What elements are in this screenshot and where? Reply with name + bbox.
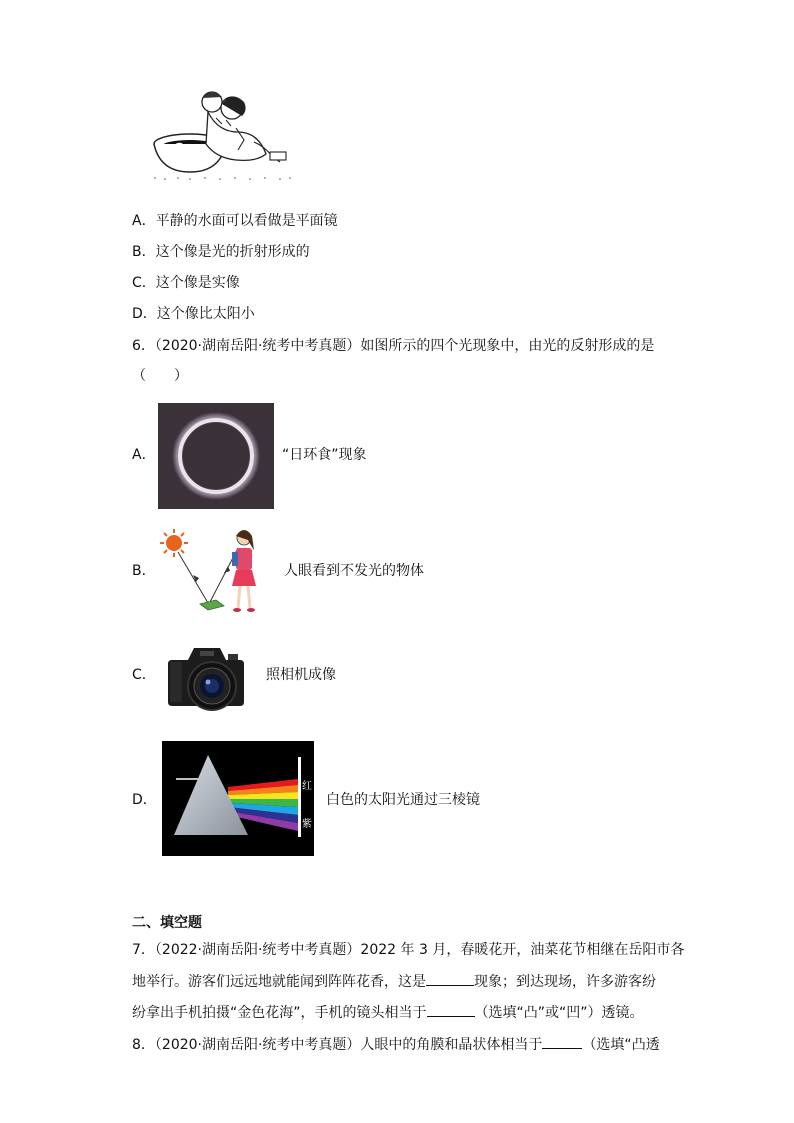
q6-stem-line1: 6．（2020·湖南岳阳·统考中考真题）如图所示的四个光现象中，由光的反射形成的是 xyxy=(132,338,655,354)
option-letter: A． xyxy=(132,213,156,229)
q5-option-d xyxy=(132,304,255,324)
q6-option-b-caption: 人眼看到不发光的物体 xyxy=(284,563,424,579)
prism-dispersion-image xyxy=(162,741,314,856)
annular-eclipse-image xyxy=(158,403,274,509)
q6-option-a-letter: A． xyxy=(132,447,156,463)
option-letter: D． xyxy=(132,306,157,322)
q6-option-b-letter: B． xyxy=(132,563,156,579)
sun-icon xyxy=(160,529,188,557)
children-basin-illustration xyxy=(150,88,295,183)
q6-option-a-caption: “日环食”现象 xyxy=(282,447,367,463)
q7-line2 xyxy=(132,971,656,992)
q7-blank-2[interactable] xyxy=(427,1002,475,1017)
section-title: 二、填空题 xyxy=(132,915,202,931)
q7-line3-b: （选填“凸”或“凹”）透镜。 xyxy=(474,1005,644,1021)
q6-stem-line2: （ ） xyxy=(132,368,188,384)
q6-option-c-caption: 照相机成像 xyxy=(266,667,336,683)
q7-line2-b: 现象；到达现场，许多游客纷 xyxy=(474,974,656,990)
q8-line1-b: （选填“凸透 xyxy=(582,1037,660,1053)
prism-label-red: 红 xyxy=(302,781,312,792)
option-letter: B． xyxy=(132,244,156,260)
q5-option-c xyxy=(132,273,240,293)
q8-blank-1[interactable] xyxy=(542,1034,582,1049)
q8-line1 xyxy=(132,1034,660,1055)
option-text: 这个像比太阳小 xyxy=(156,306,255,322)
girl-sees-book-image xyxy=(158,526,276,616)
prism-label-violet: 紫 xyxy=(302,819,312,830)
option-text: 这个像是光的折射形成的 xyxy=(155,244,310,260)
q5-option-a xyxy=(132,211,338,231)
camera-image xyxy=(166,638,246,714)
q5-option-b xyxy=(132,242,310,262)
option-text: 这个像是实像 xyxy=(155,275,240,291)
q7-line1: 7．（2022·湖南岳阳·统考中考真题）2022 年 3 月，春暖花开，油菜花节相继在岳阳市各 xyxy=(132,942,685,958)
q7-line3 xyxy=(132,1002,644,1023)
q8-line1-a: 8．（2020·湖南岳阳·统考中考真题）人眼中的角膜和晶状体相当于 xyxy=(132,1037,543,1053)
option-letter: C． xyxy=(132,275,156,291)
q7-blank-1[interactable] xyxy=(426,971,474,986)
option-text: 平静的水面可以看做是平面镜 xyxy=(155,213,338,229)
q7-line2-a: 地举行。游客们远远地就能闻到阵阵花香，这是 xyxy=(132,974,426,990)
q6-option-d-letter: D． xyxy=(132,792,157,808)
q6-option-d-caption: 白色的太阳光通过三棱镜 xyxy=(326,792,480,808)
q7-line3-a: 纷拿出手机拍摄“金色花海”，手机的镜头相当于 xyxy=(132,1005,427,1021)
q6-option-c-letter: C． xyxy=(132,667,156,683)
